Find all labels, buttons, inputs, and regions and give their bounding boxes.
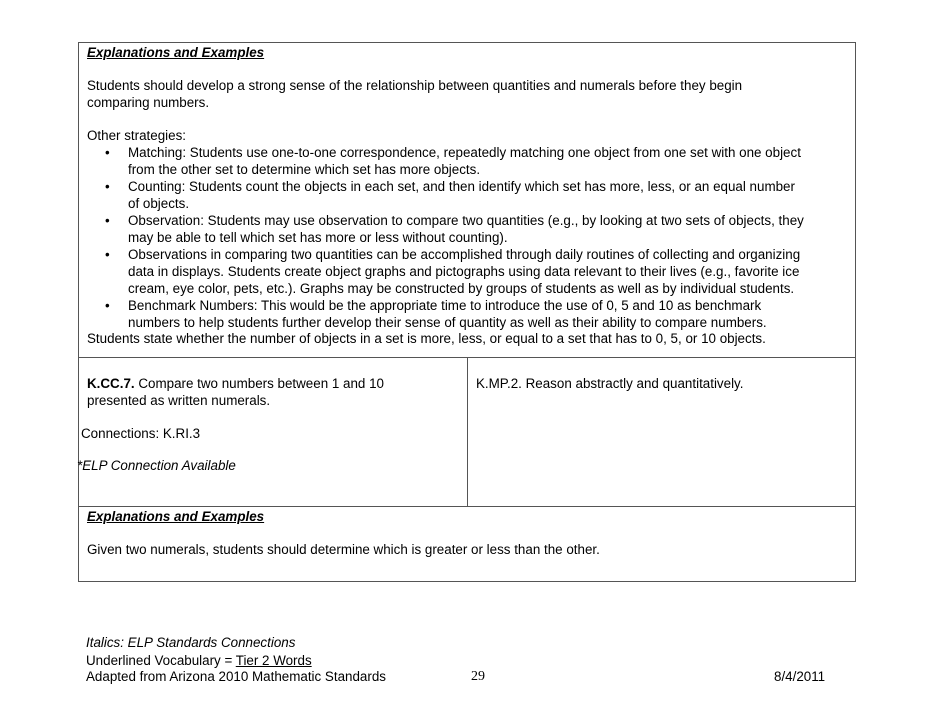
bullet-2-line-1: Counting: Students count the objects in each set, and then identify which set has more, less, or an equal number (128, 179, 795, 194)
bullet-1-line-2: from the other set to determine which set has more objects. (128, 162, 481, 177)
underlined-prefix: Underlined Vocabulary = (86, 653, 236, 668)
standard-line-2: presented as written numerals. (87, 393, 271, 408)
practice-cell (468, 358, 855, 507)
explanations-cell-2 (79, 507, 855, 581)
examples-text: Given two numerals, students should determine which is greater or less than the other. (87, 542, 600, 557)
standard-cell (79, 358, 468, 507)
page-number: 29 (471, 669, 485, 684)
connections-text: Connections: K.RI.3 (81, 426, 201, 441)
explanations-cell-1 (79, 43, 855, 358)
bullet-3-line-1: Observation: Students may use observation to compare two quantities (e.g., by looking at two sets of objects, they (128, 213, 804, 228)
bullet-3-line-2: may be able to tell which set has more or less without counting). (128, 230, 508, 245)
footer-date: 8/4/2011 (774, 669, 826, 684)
section-heading: Explanations and Examples (87, 45, 265, 60)
bullet-4-line-1: Observations in comparing two quantities can be accomplished through daily routines of collecting and organizing (128, 247, 801, 262)
adapted-source: Adapted from Arizona 2010 Mathematic Standards (86, 669, 386, 684)
bullet-dot: • (105, 247, 110, 262)
bullet-4-line-2: data in displays. Students create object graphs and pictographs using data relevant to their lives (e.g., favorite ice (128, 264, 800, 279)
standard-text-1: Compare two numbers between 1 and 10 (134, 376, 384, 391)
bullet-5-line-2: numbers to help students further develop their sense of quantity as well as their ability to compare numbers. (128, 315, 767, 330)
underlined-note (86, 652, 312, 669)
bullet-dot: • (105, 298, 110, 313)
bullet-dot: • (105, 145, 110, 160)
bullet-dot: • (105, 213, 110, 228)
bullet-5-line-1: Benchmark Numbers: This would be the appropriate time to introduce the use of 0, 5 and 10 as benchmark (128, 298, 762, 313)
bullet-2-line-2: of objects. (128, 196, 190, 211)
italics-note: Italics: ELP Standards Connections (86, 635, 296, 650)
standard-line-1 (87, 375, 384, 392)
bullet-dot: • (105, 179, 110, 194)
section-heading: Explanations and Examples (87, 509, 265, 524)
bullet-1-line-1: Matching: Students use one-to-one correspondence, repeatedly matching one object from one set with one object (128, 145, 801, 160)
standard-code: K.CC.7. (87, 376, 135, 391)
intro-line-2: comparing numbers. (87, 95, 210, 110)
bullet-4-line-3: cream, eye color, pets, etc.). Graphs may be constructed by groups of students as well as by individual students. (128, 281, 795, 296)
elp-connection-text: *ELP Connection Available (77, 458, 236, 473)
strategies-label: Other strategies: (87, 128, 186, 143)
practice-text: K.MP.2. Reason abstractly and quantitatively. (476, 376, 744, 391)
standards-table (78, 42, 856, 582)
closing-line: Students state whether the number of objects in a set is more, less, or equal to a set that has to 0, 5, or 10 objects. (87, 331, 766, 346)
underlined-term: Tier 2 Words (235, 653, 312, 668)
intro-line-1: Students should develop a strong sense of the relationship between quantities and numerals before they begin (87, 78, 743, 93)
